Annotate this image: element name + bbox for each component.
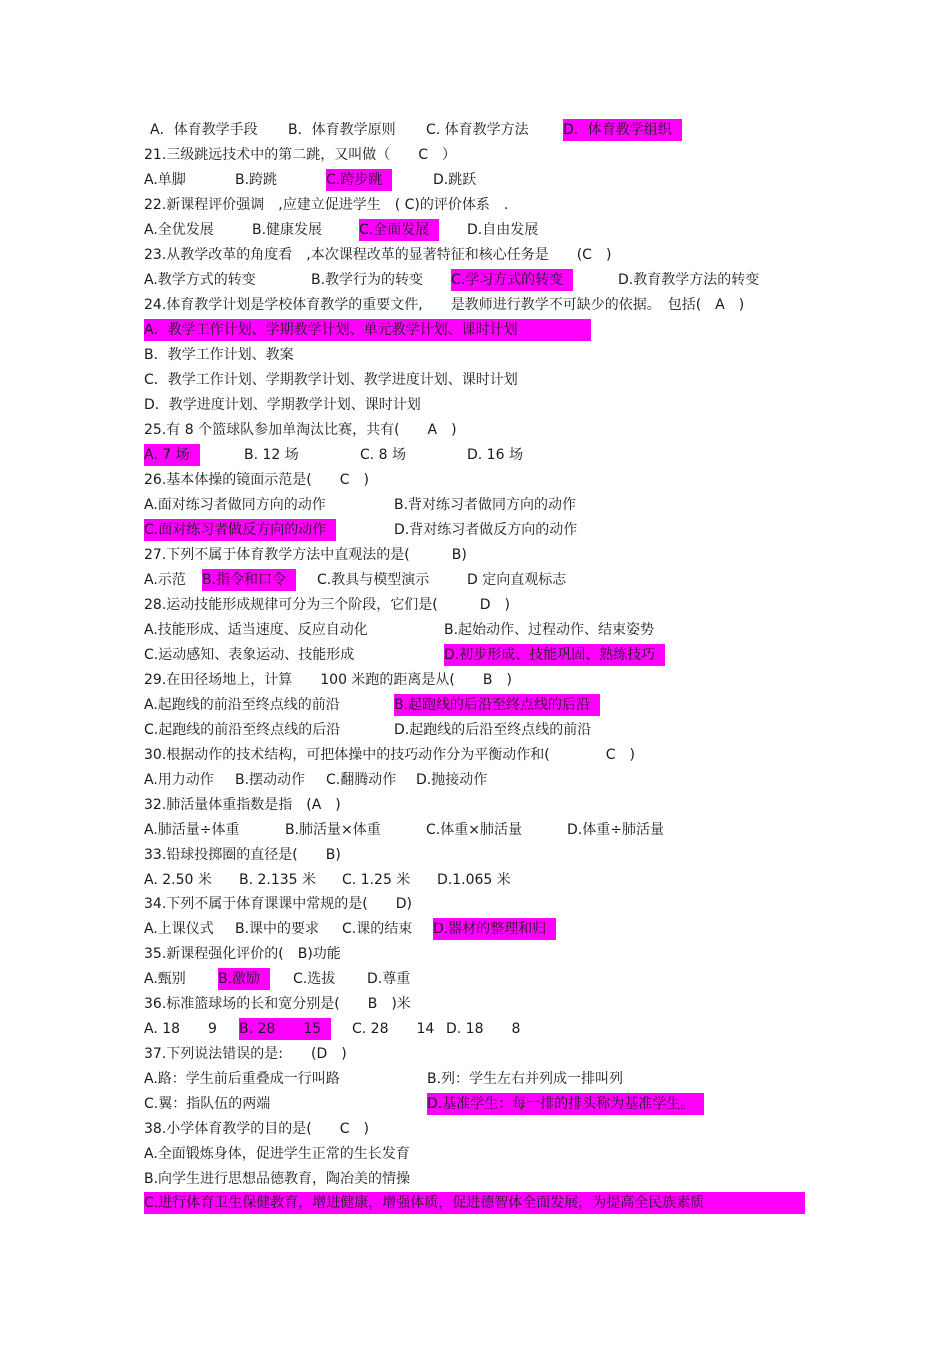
option-d-answer: D.初步形成、技能巩固、熟练技巧 [444, 644, 665, 666]
question-35: 35.新课程强化评价的( B)功能 [144, 946, 341, 962]
option-d: D 定向直观标志 [467, 572, 567, 588]
option-a-answer: A．教学工作计划、学期教学计划、单元教学计划、课时计划 [144, 319, 591, 341]
option-a: A.教学方式的转变 [144, 272, 256, 288]
option-d: D. 16 场 [467, 447, 523, 463]
question-38: 38.小学体育教学的目的是( C ) [144, 1121, 369, 1137]
question-32: 32.肺活量体重指数是指 (A ) [144, 797, 341, 813]
option-d: D．教学进度计划、学期教学计划、课时计划 [144, 397, 421, 413]
option-c: C.运动感知、表象运动、技能形成 [144, 647, 355, 663]
option-d: D.教育教学方法的转变 [618, 272, 760, 288]
option-row [144, 444, 544, 466]
question-24: 24.体育教学计划是学校体育教学的重要文件, 是教师进行教学不可缺少的依据。 包括( A ) [144, 297, 745, 313]
option-row [144, 644, 704, 666]
option-row [144, 1093, 764, 1115]
option-b: B．教学工作计划、教案 [144, 347, 294, 363]
option-row [144, 494, 604, 516]
option-d: D.背对练习者做反方向的动作 [394, 522, 578, 538]
option-b: B.跨跳 [235, 172, 278, 188]
option-a: A．体育教学手段 [150, 122, 258, 138]
option-c-answer: C.跨步跳 [326, 169, 392, 191]
option-b: B．体育教学原则 [288, 122, 396, 138]
option-c: C.翼：指队伍的两端 [144, 1096, 271, 1112]
question-23: 23.从教学改革的角度看 ,本次课程改革的显著特征和核心任务是 (C ) [144, 247, 612, 263]
option-b: B.摆动动作 [235, 772, 306, 788]
option-b: B.列：学生左右并列成一排叫列 [427, 1071, 624, 1087]
option-a: A.路：学生前后重叠成一行叫路 [144, 1071, 340, 1087]
option-b-answer: B.激励 [218, 968, 270, 990]
option-a: A.甄别 [144, 971, 186, 987]
option-d: D.尊重 [367, 971, 411, 987]
option-c-answer: C.学习方式的转变 [451, 269, 573, 291]
option-c: C.选拔 [293, 971, 336, 987]
option-row [144, 918, 584, 940]
question-26: 26.基本体操的镜面示范是( C ) [144, 472, 369, 488]
question-30: 30.根据动作的技术结构，可把体操中的技巧动作分为平衡动作和( C ) [144, 747, 635, 763]
option-b-answer: B.指令和口令 [202, 569, 296, 591]
option-b: B.背对练习者做同方向的动作 [394, 497, 577, 513]
option-d: D.体重÷肺活量 [567, 822, 664, 838]
option-c: C.教具与模型演示 [317, 572, 430, 588]
option-row [144, 869, 544, 891]
option-c: C. 体育教学方法 [426, 122, 529, 138]
option-row [144, 269, 784, 291]
option-c: C．教学工作计划、学期教学计划、教学进度计划、课时计划 [144, 372, 518, 388]
option-row [144, 769, 544, 791]
question-22: 22.新课程评价强调 ,应建立促进学生 ( C)的评价体系 . [144, 197, 509, 213]
question-25: 25.有 8 个篮球队参加单淘汰比赛，共有( A ) [144, 422, 457, 438]
option-row [144, 694, 644, 716]
option-a: A. 18 9 [144, 1021, 217, 1037]
option-a: A.上课仪式 [144, 921, 214, 937]
question-29: 29.在田径场地上，计算 100 米跑的距离是从( B ) [144, 672, 512, 688]
question-21: 21.三级跳远技术中的第二跳，又叫做（ C ） [144, 147, 457, 163]
option-c: C. 8 场 [360, 447, 407, 463]
option-c: C. 28 14 [352, 1021, 435, 1037]
option-a: A.用力动作 [144, 772, 214, 788]
option-b-answer: B.起跑线的后沿至终点线的后沿 [394, 694, 600, 716]
question-37: 37.下列说法错误的是: (D ) [144, 1046, 347, 1062]
option-row [144, 1068, 764, 1090]
option-a: A.全优发展 [144, 222, 214, 238]
option-b-answer: B. 28 15 [239, 1018, 331, 1040]
option-b: B. 12 场 [244, 447, 299, 463]
option-row [144, 519, 604, 541]
option-row [144, 169, 544, 191]
option-row [144, 1018, 544, 1040]
option-a: A.肺活量÷体重 [144, 822, 240, 838]
option-row [150, 119, 710, 141]
option-b: B. 2.135 米 [239, 872, 317, 888]
option-a: A.面对练习者做同方向的动作 [144, 497, 326, 513]
option-a: A.单脚 [144, 172, 186, 188]
option-d: D.抛接动作 [416, 772, 488, 788]
option-a: A. 2.50 米 [144, 872, 212, 888]
option-c: C.翻腾动作 [326, 772, 397, 788]
option-row [144, 569, 594, 591]
option-c: C.体重×肺活量 [426, 822, 522, 838]
option-row [144, 968, 444, 990]
option-d-answer: D.器材的整理和归 [433, 918, 556, 940]
option-d-answer: D．体育教学组织 [563, 119, 682, 141]
option-c: C.起跑线的前沿至终点线的后沿 [144, 722, 341, 738]
option-a: A.技能形成、适当速度、反应自动化 [144, 622, 368, 638]
option-a: A.示范 [144, 572, 186, 588]
option-d-answer: D.基准学生：每一排的排头称为基准学生。 [427, 1093, 704, 1115]
option-d: D.1.065 米 [437, 872, 511, 888]
question-33: 33.铅球投掷圈的直径是( B) [144, 847, 341, 863]
question-27: 27.下列不属于体育教学方法中直观法的是( B) [144, 547, 467, 563]
option-b: B.肺活量×体重 [285, 822, 381, 838]
question-34: 34.下列不属于体育课课中常规的是( D) [144, 896, 412, 912]
option-b: B.健康发展 [252, 222, 323, 238]
option-d: D. 18 8 [446, 1021, 521, 1037]
option-a-answer: A. 7 场 [144, 444, 200, 466]
option-b: B.起始动作、过程动作、结束姿势 [444, 622, 655, 638]
option-b: B.课中的要求 [235, 921, 320, 937]
question-28: 28.运动技能形成规律可分为三个阶段，它们是( D ) [144, 597, 510, 613]
option-d: D.跳跃 [433, 172, 477, 188]
option-row [144, 219, 564, 241]
option-b: B.向学生进行思想品德教育，陶冶美的情操 [144, 1171, 411, 1187]
option-a: A.全面锻炼身体，促进学生正常的生长发育 [144, 1146, 410, 1162]
option-c-answer: C.全面发展 [359, 219, 439, 241]
option-d: D.起跑线的后沿至终点线的前沿 [394, 722, 592, 738]
option-b: B.教学行为的转变 [311, 272, 424, 288]
option-d: D.自由发展 [467, 222, 539, 238]
option-c-answer: C.面对练习者做反方向的动作 [144, 519, 336, 541]
question-36: 36.标准篮球场的长和宽分别是( B )米 [144, 996, 411, 1012]
option-row [144, 719, 644, 741]
option-row [144, 619, 704, 641]
option-c-answer: C.进行体育卫生保健教育，增进健康，增强体质，促进德智体全面发展，为提高全民族素质 [144, 1192, 805, 1214]
option-row [144, 819, 704, 841]
option-a: A.起跑线的前沿至终点线的前沿 [144, 697, 340, 713]
option-c: C.课的结束 [342, 921, 413, 937]
option-c: C. 1.25 米 [342, 872, 411, 888]
